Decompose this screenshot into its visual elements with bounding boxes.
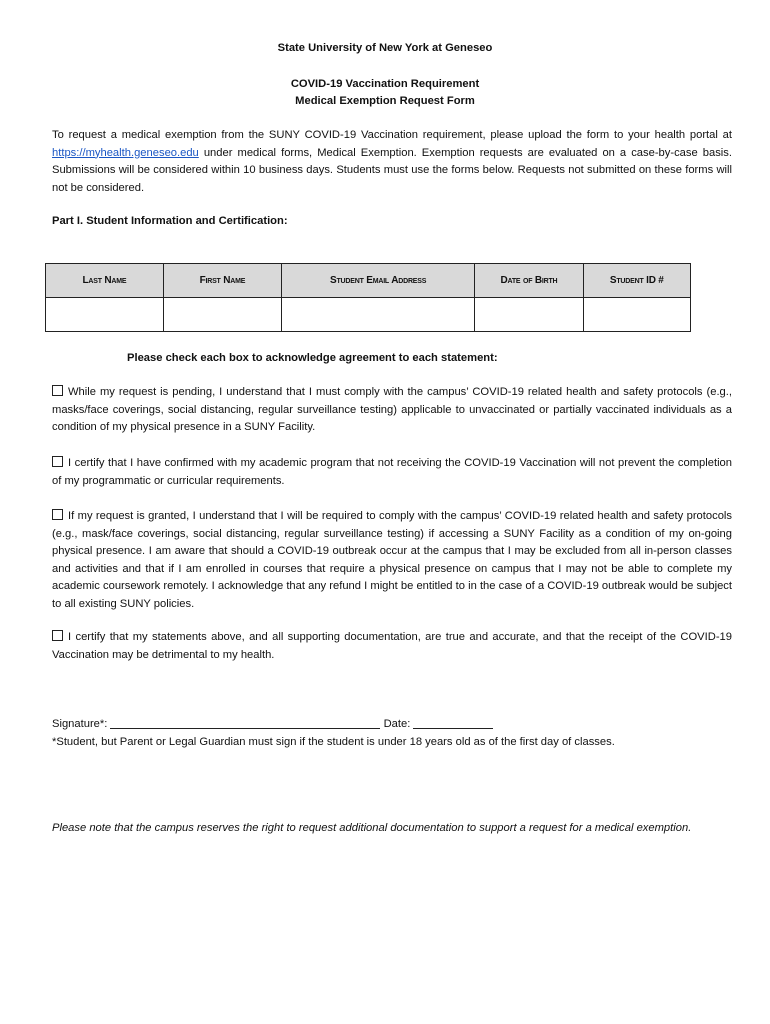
acknowledge-text-3: If my request is granted, I understand that I will be required to comply with the campus’ COVID-19 related health and safety protocols (e.g., mask/face coverings, social distancing, regular surveillance testing) if accessing a SUNY Facility as a condition of my on-going physical presence. I am aware that should a COVID-19 outbreak occur at the campus that I may be excluded from all in-person classes and activities and that if I am enrolled in courses that require a physical presence on campus that I may not be able to complete my academic coursework remotely. I acknowledge that any refund I might be entitled to in the case of a COVID-19 outbreak would be subject to all existing SUNY policies. (52, 510, 732, 610)
form-title-line-1: COVID-19 Vaccination Requirement (290, 78, 480, 90)
checkbox-4[interactable] (52, 630, 63, 641)
form-title-line-2: Medical Exemption Request Form (295, 95, 475, 107)
checkbox-3[interactable] (52, 509, 63, 520)
column-header-email: Student Email Address (281, 264, 475, 298)
table-header-row (46, 264, 691, 298)
column-header-last-name: Last Name (46, 264, 164, 298)
table-input-row (46, 298, 691, 332)
student-id-field[interactable] (583, 298, 690, 332)
signature-label: Signature*: (52, 718, 108, 730)
acknowledge-item (52, 384, 732, 437)
acknowledge-item (52, 455, 732, 490)
student-info-table (45, 263, 691, 332)
date-field[interactable] (413, 717, 493, 729)
dob-field[interactable] (475, 298, 583, 332)
acknowledge-text-4: I certify that my statements above, and all supporting documentation, are true and accurate, and that the receipt of the COVID-19 Vaccination may be detrimental to my health. (52, 631, 732, 661)
part1-heading: Part I. Student Information and Certification: (52, 215, 288, 227)
column-header-student-id: Student ID # (583, 264, 690, 298)
acknowledge-text-1: While my request is pending, I understand that I must comply with the campus’ COVID-19 related health and safety protocols (e.g., masks/face coverings, social distancing, regular surveillance testing) applicable to unvaccinated or partially vaccinated individuals as a condition of my physical presence in a SUNY Facility. (52, 386, 732, 434)
checkbox-2[interactable] (52, 456, 63, 467)
first-name-field[interactable] (163, 298, 281, 332)
signature-note: *Student, but Parent or Legal Guardian must sign if the student is under 18 years old as of the first day of classes. (52, 736, 615, 748)
date-label: Date: (383, 718, 411, 730)
signature-field[interactable] (110, 717, 380, 729)
column-header-dob: Date of Birth (475, 264, 583, 298)
email-field[interactable] (281, 298, 475, 332)
intro-paragraph (52, 127, 732, 197)
acknowledge-instruction: Please check each box to acknowledge agreement to each statement: (127, 352, 498, 364)
intro-text-before: To request a medical exemption from the SUNY COVID-19 Vaccination requirement, please upload the form to your health portal at (52, 129, 732, 141)
health-portal-link[interactable]: https://myhealth.geneseo.edu (52, 146, 199, 159)
signature-line (52, 716, 732, 734)
column-header-first-name: First Name (163, 264, 281, 298)
acknowledge-item (52, 508, 732, 614)
intro-text-after: under medical forms, Medical Exemption. Exemption requests are evaluated on a case-by-case basis. Submissions will be considered within 10 business days. Students must use the forms below. Requests not submitted on these forms will not be considered. (52, 146, 732, 194)
institution-title: State University of New York at Geneseo (277, 42, 493, 54)
footer-note: Please note that the campus reserves the right to request additional documentation to support a request for a medical exemption. (52, 822, 692, 834)
last-name-field[interactable] (46, 298, 164, 332)
acknowledge-text-2: I certify that I have confirmed with my academic program that not receiving the COVID-19 Vaccination will not prevent the completion of my programmatic or curricular requirements. (52, 457, 732, 487)
checkbox-1[interactable] (52, 385, 63, 396)
acknowledge-item (52, 629, 732, 664)
